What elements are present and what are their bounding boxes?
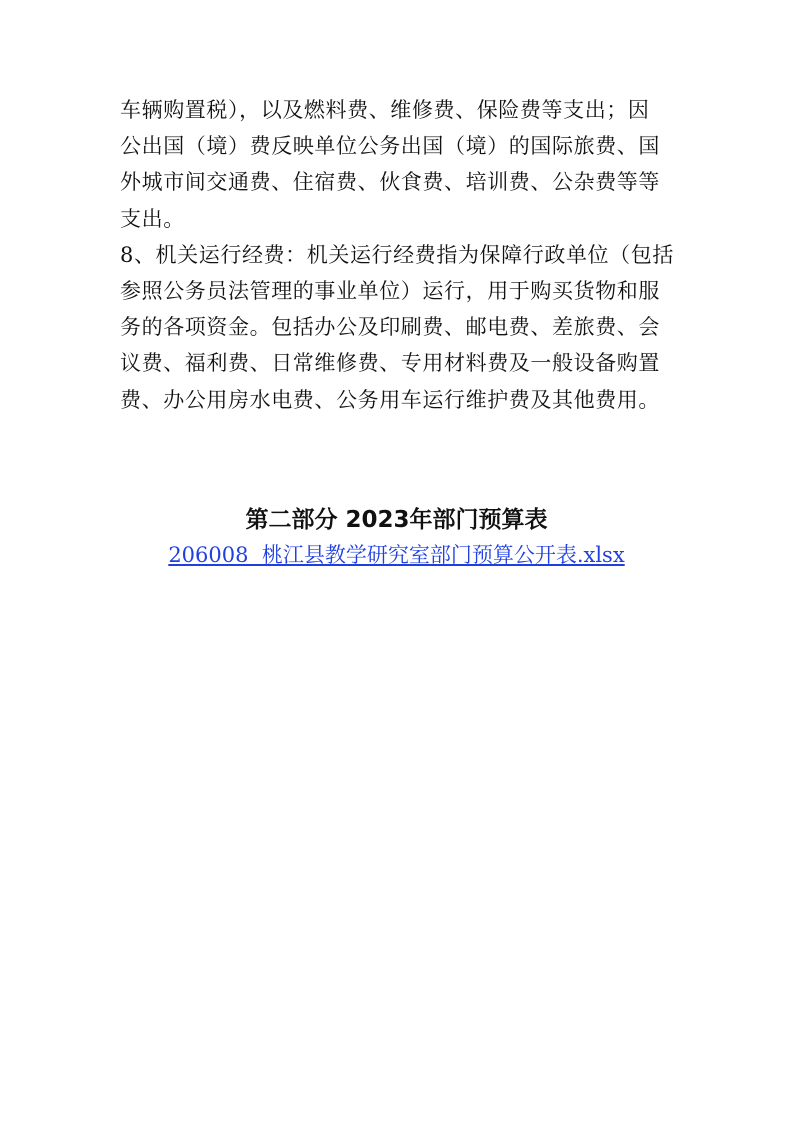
attachment-link-container	[0, 537, 793, 573]
text-line: 务的各项资金。包括办公及印刷费、邮电费、差旅费、会	[120, 315, 660, 340]
text-line: 费、办公用房水电费、公务用车运行维护费及其他费用。	[120, 387, 660, 412]
text-line: 支出。	[120, 206, 185, 231]
text-line: 8、机关运行经费：机关运行经费指为保障行政单位（包括	[120, 242, 674, 267]
body-paragraphs	[120, 92, 680, 418]
text-line: 议费、福利费、日常维修费、专用材料费及一般设备购置	[120, 351, 660, 376]
text-line: 外城市间交通费、住宿费、伙食费、培训费、公杂费等等	[120, 170, 660, 195]
text-line: 公出国（境）费反映单位公务出国（境）的国际旅费、国	[120, 134, 660, 159]
attachment-file-link[interactable]: 206008 桃江县教学研究室部门预算公开表.xlsx	[168, 543, 625, 567]
section-heading: 第二部分 2023年部门预算表	[245, 507, 548, 533]
text-line: 参照公务员法管理的事业单位）运行，用于购买货物和服	[120, 278, 660, 303]
text-line: 车辆购置税），以及燃料费、维修费、保险费等支出；因	[120, 98, 650, 122]
